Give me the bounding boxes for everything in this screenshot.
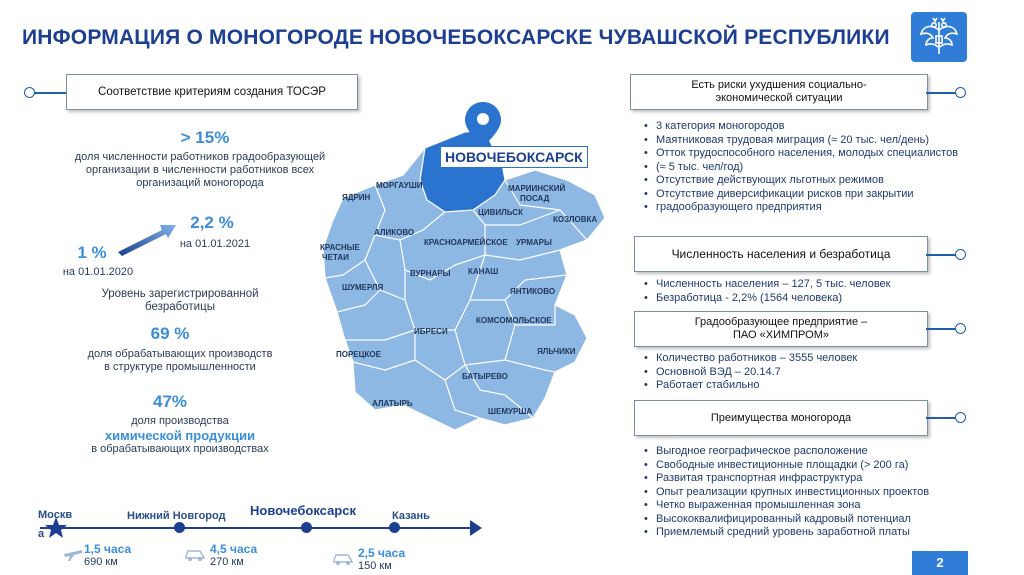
population-list bbox=[644, 278, 984, 305]
stat-manufacturing-share: 69 % bbox=[150, 324, 190, 343]
list-item: • Развитая транспортная инфраструктура bbox=[644, 472, 1004, 486]
stop-dot bbox=[301, 522, 312, 533]
growth-arrow-icon bbox=[116, 222, 178, 258]
list-item: • Отсутствие диверсификации рисков при закрытии bbox=[644, 188, 1004, 202]
district-label: МОРГАУШИ bbox=[376, 181, 423, 190]
connector-line bbox=[926, 254, 956, 256]
risks-box: Есть риски ухудшения социально- экономической ситуации bbox=[630, 74, 928, 110]
connector-ring bbox=[955, 412, 966, 423]
emblem-logo bbox=[911, 12, 967, 62]
district-label: ШЕМУРША bbox=[488, 407, 533, 416]
connector-line bbox=[926, 328, 956, 330]
stop-dot bbox=[389, 522, 400, 533]
page-number: 2 bbox=[912, 551, 968, 575]
list-item: • Основной ВЭД – 20.14.7 bbox=[644, 366, 984, 380]
district-label: ЦИВИЛЬСК bbox=[478, 208, 523, 217]
connector-ring bbox=[955, 249, 966, 260]
list-item: • Опыт реализации крупных инвестиционных проектов bbox=[644, 486, 1004, 500]
stat-unemployment-2021: 2,2 % bbox=[190, 213, 234, 232]
stat-chemical-desc: доля производства химической продукции в обрабатывающих производствах bbox=[91, 415, 269, 455]
list-item: • 3 категория моногородов bbox=[644, 120, 1004, 134]
stat-workers-share: > 15% bbox=[180, 128, 230, 147]
route-nizhny: Нижний Новгород bbox=[127, 510, 226, 522]
stat-workers-desc: доля численности работников градообразующей организации в численности работников всех организаций моногорода bbox=[74, 151, 326, 189]
city-label: НОВОЧЕБОКСАРСК bbox=[440, 146, 588, 168]
double-eagle-icon bbox=[911, 12, 967, 62]
list-item: • Высококвалифицированный кадровый потенциал bbox=[644, 513, 1004, 527]
district-label: АЛАТЫРЬ bbox=[372, 399, 413, 408]
list-item: • Работает стабильно bbox=[644, 379, 984, 393]
district-label: КОМСОМОЛЬСКОЕ bbox=[476, 316, 552, 325]
route-moscow: Москв bbox=[38, 509, 73, 521]
district-label: ВУРНАРЫ bbox=[410, 269, 451, 278]
stat-manufacturing-desc: доля обрабатывающих производств в структуре промышленности bbox=[87, 348, 273, 373]
distance-moscow: 1,5 часа 690 км bbox=[84, 542, 132, 568]
district-label: ЯНТИКОВО bbox=[510, 287, 556, 296]
route-arrow-icon bbox=[470, 520, 482, 536]
district-label: ПОСАД bbox=[520, 194, 550, 203]
stat-unemployment-2021-date: на 01.01.2021 bbox=[179, 238, 251, 250]
advantages-box: Преимущества моногорода bbox=[634, 400, 928, 436]
stat-unemployment-2020: 1 % bbox=[77, 243, 107, 262]
stat-chemical-share: 47% bbox=[152, 392, 188, 411]
list-item: • Количество работников – 3555 человек bbox=[644, 352, 984, 366]
district-label: ШУМЕРЛЯ bbox=[342, 283, 384, 292]
district-label: УРМАРЫ bbox=[516, 238, 552, 247]
district-label: КОЗЛОВКА bbox=[553, 215, 598, 224]
enterprise-box: Градообразующее предприятие – ПАО «ХИМПРОМ» bbox=[634, 311, 928, 347]
district-label: КРАСНОАРМЕЙСКОЕ bbox=[424, 238, 508, 247]
route-city: Новочебоксарск bbox=[250, 503, 356, 518]
route-moscow-suffix: а bbox=[38, 528, 45, 540]
district-label: КРАСНЫЕ bbox=[320, 243, 360, 252]
district-label: КАНАШ bbox=[468, 267, 499, 276]
airplane-icon bbox=[62, 544, 84, 562]
criteria-box: Соответствие критериям создания ТОСЭР bbox=[66, 74, 358, 110]
car-icon bbox=[184, 547, 206, 561]
connector-ring bbox=[955, 323, 966, 334]
district-label: ЯЛЬЧИКИ bbox=[537, 347, 576, 356]
enterprise-list bbox=[644, 352, 984, 393]
page-title: ИНФОРМАЦИЯ О МОНОГОРОДЕ НОВОЧЕБОКСАРСКЕ ЧУВАШСКОЙ РЕСПУБЛИКИ bbox=[22, 26, 890, 49]
population-box: Численность населения и безработица bbox=[634, 236, 928, 272]
connector-ring bbox=[955, 87, 966, 98]
route-kazan: Казань bbox=[392, 510, 430, 522]
list-item: • Отсутствие действующих льготных режимов bbox=[644, 174, 1004, 188]
list-item: • Безработица - 2,2% (1564 человека) bbox=[644, 292, 984, 306]
district-label: ЯДРИН bbox=[342, 193, 371, 202]
distance-kazan: 2,5 часа 150 км bbox=[358, 546, 406, 572]
list-item: • (≈ 5 тыс. чел/год) bbox=[644, 161, 1004, 175]
list-item: • Свободные инвестиционные площадки (> 200 га) bbox=[644, 459, 1004, 473]
connector-line bbox=[34, 92, 66, 94]
risks-list bbox=[644, 120, 1004, 215]
district-label: АЛИКОВО bbox=[374, 228, 415, 237]
list-item: • Четко выраженная промышленная зона bbox=[644, 499, 1004, 513]
list-item: • Маятниковая трудовая миграция (≈ 20 тыс. чел/день) bbox=[644, 134, 1004, 148]
stat-unemployment-2020-date: на 01.01.2020 bbox=[62, 266, 134, 278]
unemployment-label: Уровень зарегистрированной безработицы bbox=[101, 288, 259, 313]
district-label: МАРИИНСКИЙ bbox=[508, 184, 566, 193]
distance-nizhny: 4,5 часа 270 км bbox=[210, 542, 258, 568]
route-line bbox=[40, 527, 474, 529]
list-item: • Выгодное географическое расположение bbox=[644, 445, 1004, 459]
list-item: • градообразующего предприятия bbox=[644, 201, 1004, 215]
list-item: • Численность населения – 127, 5 тыс. человек bbox=[644, 278, 984, 292]
district-label: ЧЕТАИ bbox=[322, 253, 349, 262]
connector-line bbox=[926, 417, 956, 419]
district-label: БАТЫРЕВО bbox=[462, 372, 509, 381]
stop-dot bbox=[174, 522, 185, 533]
district-label: ПОРЕЦКОЕ bbox=[336, 350, 381, 359]
connector-line bbox=[926, 92, 956, 94]
district-label: ИБРЕСИ bbox=[414, 327, 448, 336]
list-item: • Приемлемый средний уровень заработной платы bbox=[644, 526, 1004, 540]
advantages-list bbox=[644, 445, 1004, 540]
car-icon bbox=[332, 551, 354, 565]
list-item: • Отток трудоспособного населения, молодых специалистов bbox=[644, 147, 1004, 161]
